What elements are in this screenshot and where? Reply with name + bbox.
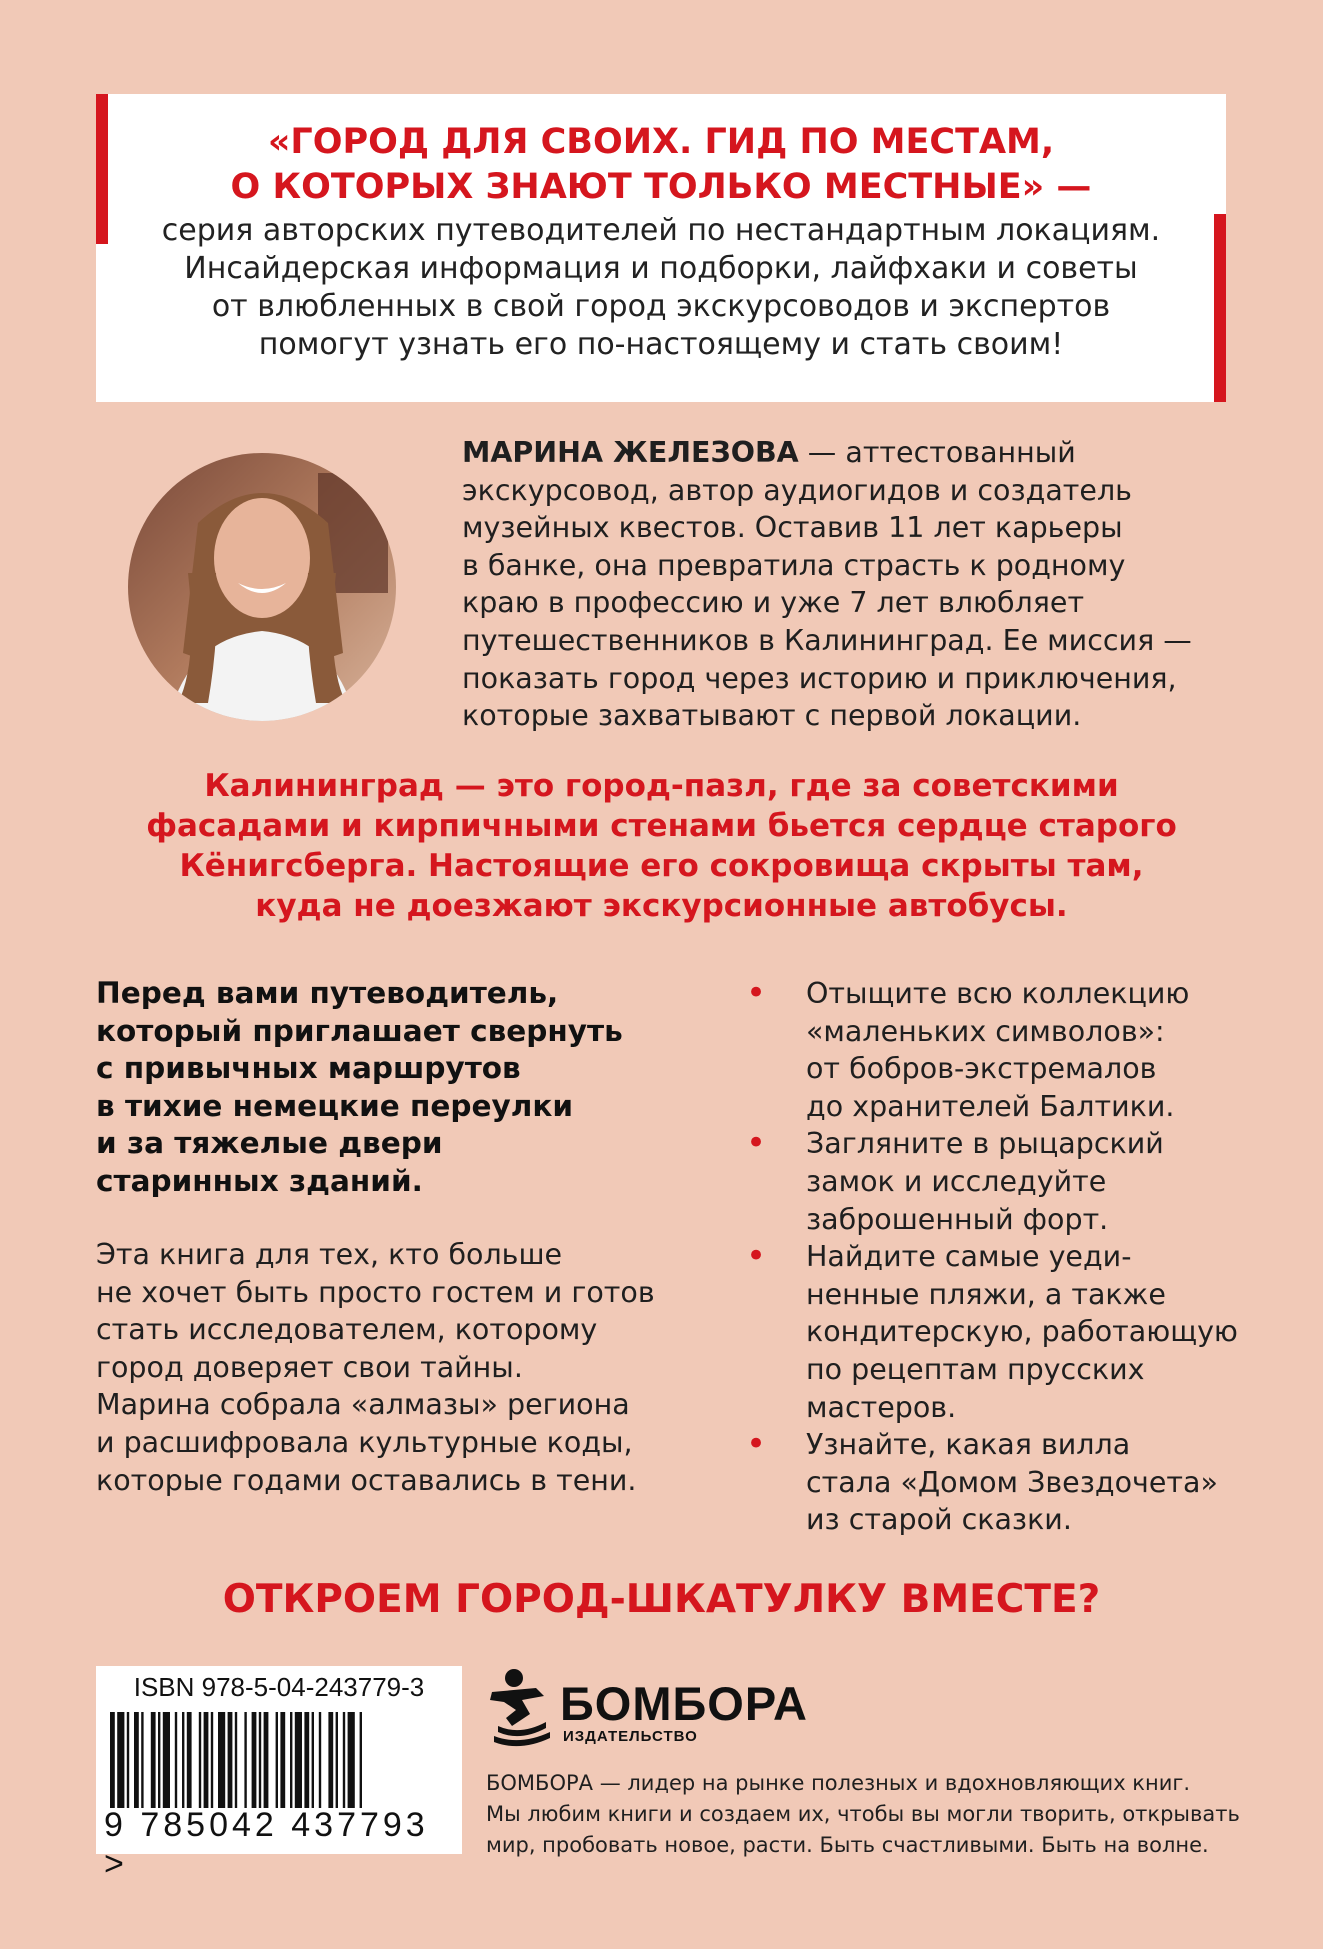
lead-line: Калининград — это город-пазл, где за советскими: [204, 768, 1119, 804]
bullet-icon: •: [746, 1424, 767, 1465]
publisher-logo-name: БОМБОРА: [560, 1677, 808, 1730]
series-description-line: помогут узнать его по-настоящему и стать своим!: [258, 327, 1064, 362]
bullet-icon: •: [746, 973, 767, 1013]
lead-paragraph: [60, 766, 1263, 926]
description-line: не хочет быть просто гостем и готов: [96, 1275, 655, 1309]
series-title-line: О КОТОРЫХ ЗНАЮТ ТОЛЬКО МЕСТНЫЕ» —: [230, 167, 1092, 207]
lead-line: Кёнигсберга. Настоящие его сокровища скрыты там,: [179, 848, 1144, 884]
description-line: и расшифровала культурные коды,: [96, 1425, 633, 1459]
list-item-text: Узнайте, какая вилла стала «Домом Звездочета» из старой сказки.: [806, 1428, 1218, 1537]
lead-line: фасадами и кирпичными стенами бьется сердце старого: [146, 808, 1177, 844]
author-bio-line: показать город через историю и приключения,: [462, 661, 1177, 695]
publisher-description: [486, 1768, 1286, 1861]
series-description-line: Инсайдерская информация и подборки, лайфхаки и советы: [184, 251, 1138, 286]
feature-list: [740, 975, 1280, 1539]
description-paragraph: [96, 1236, 696, 1499]
publisher-line: БОМБОРА — лидер на рынке полезных и вдохновляющих книг.: [486, 1771, 1191, 1795]
intro-line: с привычных маршрутов: [96, 1051, 521, 1086]
list-item-text: Найдите самые уеди- ненные пляжи, а также кондитерскую, работающую по рецептам прусских мастеров.: [806, 1240, 1238, 1424]
author-bio-line: — аттестованный: [798, 436, 1076, 469]
description-line: Эта книга для тех, кто больше: [96, 1238, 563, 1271]
bombora-logo-icon: [484, 1666, 556, 1752]
series-box: [96, 94, 1226, 402]
barcode-icon: [110, 1712, 448, 1808]
isbn-text: ISBN 978-5-04-243779-3: [133, 1672, 425, 1702]
author-bio-line: в банке, она превратила страсть к родному: [462, 548, 1126, 582]
publisher-line: Мы любим книги и создаем их, чтобы вы могли творить, открывать: [486, 1802, 1240, 1826]
series-description: [96, 212, 1226, 364]
ean-number: 9 785042 437793 >: [104, 1806, 429, 1883]
author-bio: [462, 434, 1202, 735]
list-item: [740, 1238, 1280, 1426]
series-description-line: от влюбленных в свой город экскурсоводов и экспертов: [211, 289, 1111, 324]
author-bio-line: краю в профессию и уже 7 лет влюбляет: [462, 586, 1085, 620]
description-line: Марина собрала «алмазы» региона: [96, 1388, 630, 1422]
publisher-line: мир, пробовать новое, расти. Быть счастливыми. Быть на волне.: [486, 1833, 1209, 1857]
series-description-line: серия авторских путеводителей по нестандартным локациям.: [161, 213, 1161, 248]
description-line: стать исследователем, которому: [96, 1313, 598, 1347]
author-photo: [128, 453, 396, 721]
description-line: город доверяет свои тайны.: [96, 1350, 523, 1384]
list-item: [740, 1125, 1280, 1238]
description-line: которые годами оставались в тени.: [96, 1463, 637, 1497]
list-item: [740, 975, 1280, 1125]
publisher-logo-subtitle: ИЗДАТЕЛЬСТВО: [563, 1728, 698, 1745]
list-item-text: Загляните в рыцарский замок и исследуйте заброшенный форт.: [806, 1127, 1164, 1236]
barcode-box: [96, 1666, 462, 1883]
author-bio-line: экскурсовод, автор аудиогидов и создатель: [462, 473, 1132, 507]
bullet-icon: •: [746, 1123, 767, 1164]
author-bio-line: которые захватывают с первой локации.: [462, 699, 1082, 733]
intro-line: который приглашает свернуть: [96, 1013, 623, 1048]
intro-line: старинных зданий.: [96, 1163, 423, 1198]
intro-line: в тихие немецкие переулки: [96, 1088, 574, 1123]
intro-line: Перед вами путеводитель,: [96, 976, 559, 1010]
series-title-line: «ГОРОД ДЛЯ СВОИХ. ГИД ПО МЕСТАМ,: [267, 122, 1055, 162]
list-item-text: Отыщите всю коллекцию «маленьких символов»: от бобров-экстремалов до хранителей Балтики.: [806, 977, 1190, 1123]
author-name: МАРИНА ЖЕЛЕЗОВА: [462, 436, 799, 469]
author-bio-line: путешественников в Калининград. Ее миссия —: [462, 623, 1192, 657]
intro-paragraph: [96, 975, 696, 1201]
intro-line: и за тяжелые двери: [96, 1126, 443, 1161]
series-title: [96, 120, 1226, 210]
bullet-icon: •: [746, 1236, 767, 1277]
lead-line: куда не доезжают экскурсионные автобусы.: [255, 888, 1068, 924]
list-item: [740, 1426, 1280, 1539]
author-bio-line: музейных квестов. Оставив 11 лет карьеры: [462, 511, 1123, 545]
call-to-action: ОТКРОЕМ ГОРОД-ШКАТУЛКУ ВМЕСТЕ?: [222, 1577, 1101, 1622]
